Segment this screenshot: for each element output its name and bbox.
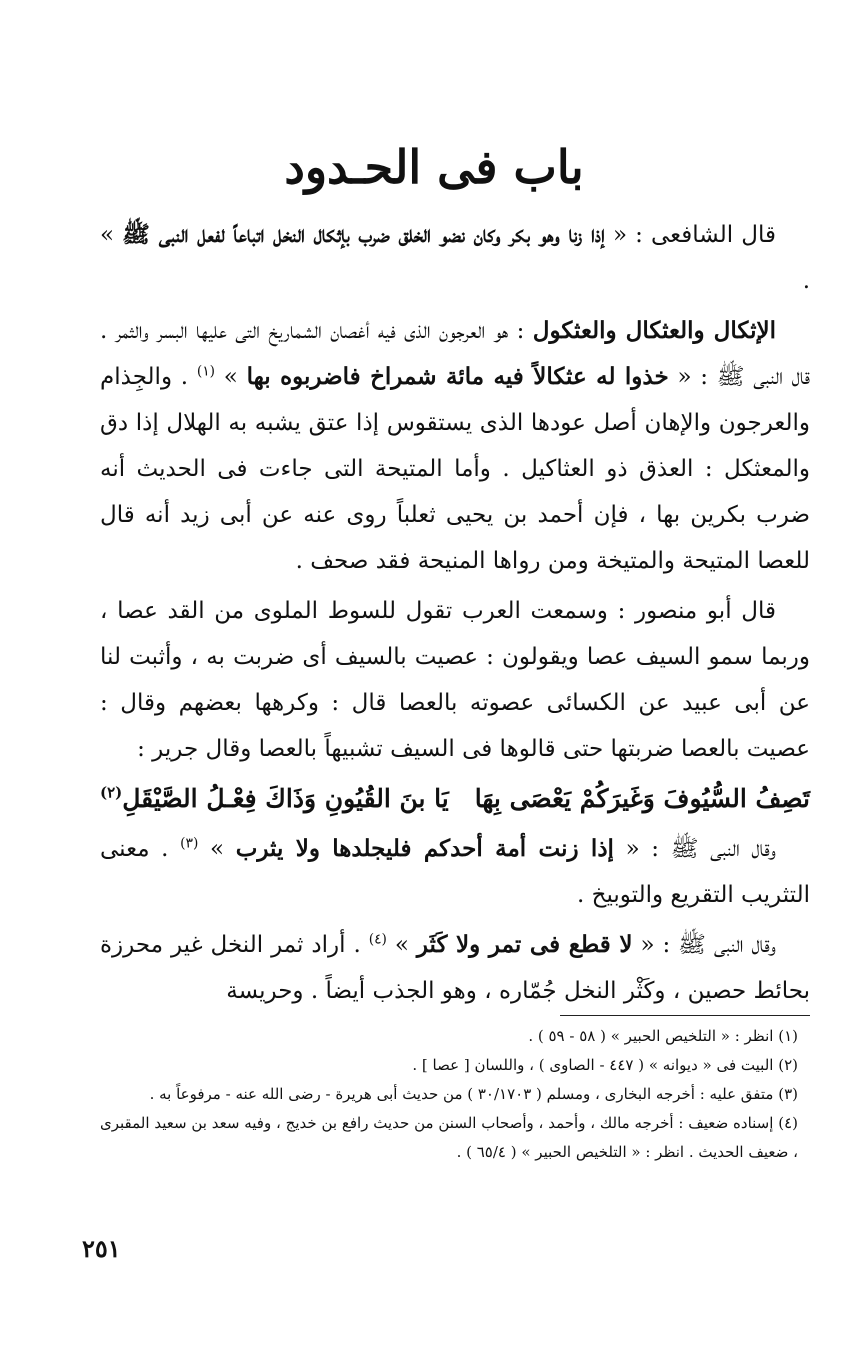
footnote-ref: (٣) bbox=[180, 835, 199, 852]
hadith-bold: إذا زنت أمة أحدكم فليجلدها ولا يثرب bbox=[235, 835, 614, 862]
text-span: » bbox=[215, 364, 247, 390]
paragraph-4 bbox=[100, 826, 810, 918]
text-span: وقال النبى ﷺ : « bbox=[632, 932, 776, 958]
term-bold: الإثكال والعثكال والعثكول bbox=[532, 317, 776, 344]
verse-hemistich-1: تَصِفُ السُّيُوفَ وَغَيرَكُمْ يَعْصَى بِهَا bbox=[474, 784, 810, 813]
footnotes bbox=[100, 1022, 798, 1167]
text-span: . معنى التثريب التقريع والتوبيخ . bbox=[100, 836, 810, 908]
text-span: . والجِذام والعرجون والإهان أصل عودها الذى يستقوس إذا عتق يشبه به الهلال إذا دق والمعثكل : العذق ذو العثاكيل . وأما المتيحة التى جاءت فى الحديث أنه ضرب بكرين بها ، فإن أحمد بن يحيى ثعلباً روى عنه عن أبى زيد أنه قال للعصا المتيحة والمتيخة ومن رواها المنيحة فقد صحف . bbox=[100, 364, 810, 574]
paragraph-2 bbox=[100, 308, 810, 584]
text-span: » bbox=[386, 932, 417, 958]
footnote-ref: (٢) bbox=[99, 783, 123, 802]
footnote-2: (٢) البيت فى « ديوانه » ( ٤٤٧ - الصاوى ) ، واللسان [ عصا ] . bbox=[412, 1056, 798, 1074]
paragraph-5 bbox=[100, 922, 810, 1014]
text-span: وقال النبى ﷺ : « bbox=[613, 836, 776, 862]
verse-hemistich-2: يَا بنَ القُيُونِ وَذَاكَ فِعْـلُ الصَّيْقَلِ bbox=[122, 784, 449, 813]
hadith-bold: لا قطع فى تمر ولا كَثَر bbox=[416, 931, 633, 958]
paragraph-3: قال أبو منصور : وسمعت العرب تقول للسوط الملوى من القد عصا ، وربما سمو السيف عصا ويقولون : عصيت بالسيف أى ضربت به ، وأثبت لنا عن أبى عبيد عن الكسائى عصوته بالعصا قال : وكرهها بعضهم وقال : عصيت بالعصا ضربتها حتى قالوها فى السيف تشبيهاً بالعصا وقال جرير : bbox=[100, 598, 810, 762]
footnote-3: (٣) متفق عليه : أخرجه البخارى ، ومسلم ( ٣٠/١٧٠٣ ) من حديث أبى هريرة - رضى الله عنه - مرفوعاً به . bbox=[149, 1085, 798, 1103]
quote-bold: إذا زنا وهو بكر وكان نضو الخلق ضرب بإثكال النخل اتباعاً لفعل النبى ﷺ bbox=[122, 221, 605, 248]
footnote-1: (١) انظر : « التلخيص الحبير » ( ٥٨ - ٥٩ ) . bbox=[528, 1027, 798, 1045]
text-span: » bbox=[198, 836, 236, 862]
footnote-ref: (٤) bbox=[368, 931, 387, 948]
chapter-title: باب فى الحـدود bbox=[284, 140, 584, 194]
text-span: » . bbox=[100, 222, 810, 294]
page-number: ٢٥١ bbox=[82, 1234, 121, 1263]
hadith-bold: خذوا له عثكالاً فيه مائة شمراخ فاضربوه بها bbox=[246, 363, 669, 390]
footnote-ref: (١) bbox=[196, 363, 216, 380]
poetry-verse bbox=[100, 776, 810, 822]
footnote-4: (٤) إسناده ضعيف : أخرجه مالك ، وأحمد ، وأصحاب السنن من حديث رافع بن خديج ، وفيه سعد بن سعيد المقبرى ، ضعيف الحديث . انظر : « التلخيص الحبير » ( ٦٥/٤ ) . bbox=[100, 1114, 798, 1161]
text-span: : هو العرجون الذى فيه أغصان الشماريخ التى عليها البسر والثمر . قال النبى ﷺ : « bbox=[100, 318, 810, 390]
paragraph-1 bbox=[100, 212, 810, 304]
footnote-divider bbox=[560, 1015, 810, 1016]
text-span: . أراد ثمر النخل غير محرزة بحائط حصين ، وكَثْر النخل جُمّاره ، وهو الجذب أيضاً . وحريسة bbox=[100, 932, 810, 1004]
main-text bbox=[100, 212, 810, 1018]
text-span: قال الشافعى : « bbox=[604, 222, 776, 248]
